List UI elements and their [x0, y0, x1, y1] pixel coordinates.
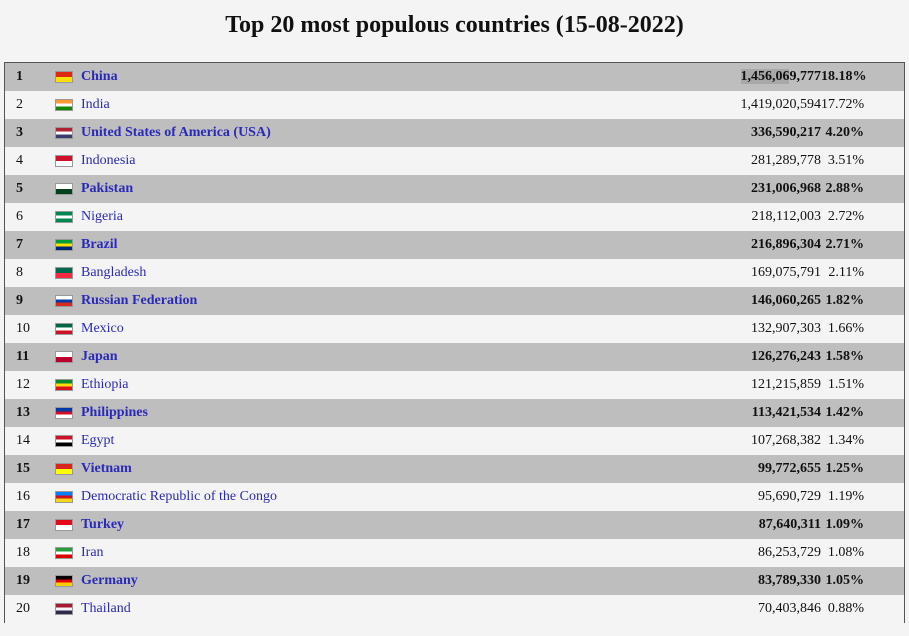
population-value: 86,253,729 [758, 545, 821, 560]
percent-cell: 18.18% [821, 69, 867, 84]
flag-cell [51, 371, 81, 399]
table-row [5, 511, 904, 539]
flag-cell [51, 231, 81, 259]
egypt-flag-icon [55, 435, 73, 447]
mexico-flag-icon [55, 323, 73, 335]
flag-cell [51, 315, 81, 343]
drc-flag-icon [55, 491, 73, 503]
country-link[interactable]: Turkey [81, 517, 125, 532]
country-link[interactable]: Indonesia [81, 153, 136, 168]
indonesia-flag-icon [55, 155, 73, 167]
population-value: 216,896,304 [751, 237, 821, 252]
country-cell [81, 511, 621, 539]
country-cell [81, 455, 621, 483]
page-title: Top 20 most populous countries (15-08-2022) [225, 12, 684, 38]
thailand-flag-icon [55, 603, 73, 615]
population-cell [621, 511, 821, 539]
flag-cell [51, 259, 81, 287]
population-cell [621, 399, 821, 427]
population-value: 1,419,020,594 [740, 97, 821, 112]
rank-cell: 20 [16, 601, 30, 616]
table-row [5, 483, 904, 511]
population-value: 99,772,655 [758, 461, 821, 476]
percent-cell: 1.82% [825, 293, 864, 308]
population-cell [621, 343, 821, 371]
flag-cell [51, 287, 81, 315]
table-row [5, 119, 904, 147]
country-link[interactable]: Iran [81, 545, 104, 560]
population-cell [621, 63, 821, 91]
country-link[interactable]: India [81, 97, 110, 112]
flag-cell [51, 147, 81, 175]
table-row [5, 91, 904, 119]
table-row [5, 203, 904, 231]
country-cell [81, 175, 621, 203]
country-link[interactable]: Philippines [81, 405, 148, 420]
country-cell [81, 371, 621, 399]
percent-cell: 1.51% [827, 377, 864, 392]
flag-cell [51, 567, 81, 595]
philippines-flag-icon [55, 407, 73, 419]
country-link[interactable]: Brazil [81, 237, 118, 252]
russia-flag-icon [55, 295, 73, 307]
rank-cell: 11 [16, 349, 30, 364]
table-row [5, 287, 904, 315]
percent-cell: 2.88% [825, 181, 864, 196]
population-cell [621, 427, 821, 455]
flag-cell [51, 63, 81, 91]
country-link[interactable]: Russian Federation [81, 293, 198, 308]
table-row [5, 539, 904, 567]
percent-cell: 1.08% [827, 545, 864, 560]
population-cell [621, 119, 821, 147]
table-row [5, 567, 904, 595]
flag-cell [51, 203, 81, 231]
percent-cell: 1.19% [827, 489, 864, 504]
population-cell [621, 287, 821, 315]
percent-cell: 0.88% [827, 601, 864, 616]
percent-cell: 17.72% [821, 97, 865, 112]
population-value: 95,690,729 [758, 489, 821, 504]
table-row [5, 399, 904, 427]
country-link[interactable]: Pakistan [81, 181, 134, 196]
rank-cell: 8 [16, 265, 23, 280]
percent-cell: 1.05% [825, 573, 864, 588]
ethiopia-flag-icon [55, 379, 73, 391]
table-row [5, 371, 904, 399]
rank-cell: 19 [16, 573, 30, 588]
rank-cell: 13 [16, 405, 30, 420]
rank-cell: 4 [16, 153, 23, 168]
table-row [5, 427, 904, 455]
country-cell [81, 91, 621, 119]
rank-cell: 17 [16, 517, 30, 532]
rank-cell: 6 [16, 209, 23, 224]
rank-cell: 9 [16, 293, 23, 308]
country-link[interactable]: Democratic Republic of the Congo [81, 489, 277, 504]
flag-cell [51, 595, 81, 623]
percent-cell: 1.25% [825, 461, 864, 476]
table-row [5, 595, 904, 623]
country-link[interactable]: United States of America (USA) [81, 125, 271, 140]
flag-cell [51, 427, 81, 455]
population-cell [621, 567, 821, 595]
percent-cell: 1.42% [825, 405, 864, 420]
population-value: 218,112,003 [751, 209, 821, 224]
table-row [5, 343, 904, 371]
percent-cell: 3.51% [827, 153, 864, 168]
nigeria-flag-icon [55, 211, 73, 223]
population-cell [621, 91, 821, 119]
table-row [5, 455, 904, 483]
population-cell [621, 259, 821, 287]
rank-cell: 18 [16, 545, 30, 560]
percent-cell: 2.72% [827, 209, 864, 224]
flag-cell [51, 119, 81, 147]
population-value: 336,590,217 [751, 125, 821, 140]
country-link[interactable]: Mexico [81, 321, 124, 336]
population-value: 132,907,303 [751, 321, 821, 336]
country-cell [81, 63, 621, 91]
germany-flag-icon [55, 575, 73, 587]
rank-cell: 15 [16, 461, 30, 476]
population-value: 70,403,846 [758, 601, 821, 616]
country-cell [81, 315, 621, 343]
rank-cell: 5 [16, 181, 23, 196]
population-value: 113,421,534 [751, 405, 821, 420]
population-table [4, 62, 905, 623]
population-cell [621, 371, 821, 399]
population-cell [621, 147, 821, 175]
rank-cell: 10 [16, 321, 30, 336]
china-flag-icon [55, 71, 73, 83]
country-cell [81, 203, 621, 231]
country-cell [81, 231, 621, 259]
percent-cell: 1.09% [825, 517, 864, 532]
usa-flag-icon [55, 127, 73, 139]
japan-flag-icon [55, 351, 73, 363]
country-cell [81, 539, 621, 567]
country-link[interactable]: Thailand [81, 601, 131, 616]
population-value: 126,276,243 [751, 349, 821, 364]
country-cell [81, 595, 621, 623]
bangladesh-flag-icon [55, 267, 73, 279]
country-cell [81, 287, 621, 315]
india-flag-icon [55, 99, 73, 111]
population-value: 121,215,859 [751, 377, 821, 392]
country-cell [81, 343, 621, 371]
rank-cell: 16 [16, 489, 30, 504]
percent-cell: 2.71% [825, 237, 864, 252]
population-cell [621, 175, 821, 203]
flag-cell [51, 455, 81, 483]
percent-cell: 1.66% [827, 321, 864, 336]
population-value: 281,289,778 [751, 153, 821, 168]
country-link[interactable]: Japan [81, 349, 118, 364]
population-cell [621, 203, 821, 231]
percent-cell: 2.11% [828, 265, 864, 280]
country-link[interactable]: Germany [81, 573, 138, 588]
flag-cell [51, 399, 81, 427]
population-cell [621, 483, 821, 511]
rank-cell: 3 [16, 125, 23, 140]
table-body [5, 63, 904, 623]
rank-cell: 7 [16, 237, 23, 252]
country-cell [81, 483, 621, 511]
iran-flag-icon [55, 547, 73, 559]
country-cell [81, 147, 621, 175]
country-cell [81, 427, 621, 455]
percent-cell: 1.34% [827, 433, 864, 448]
flag-cell [51, 483, 81, 511]
population-cell [621, 455, 821, 483]
country-cell [81, 119, 621, 147]
table-row [5, 315, 904, 343]
percent-cell: 4.20% [825, 125, 864, 140]
flag-cell [51, 511, 81, 539]
population-value: 231,006,968 [751, 181, 821, 196]
country-link[interactable]: Nigeria [81, 209, 123, 224]
population-value: 83,789,330 [758, 573, 821, 588]
population-value: 1,456,069,777 [740, 69, 821, 84]
rank-cell: 2 [16, 97, 23, 112]
table-row [5, 175, 904, 203]
population-cell [621, 231, 821, 259]
table-row [5, 231, 904, 259]
rank-cell: 1 [16, 69, 23, 84]
country-cell [81, 567, 621, 595]
country-link[interactable]: China [81, 69, 118, 84]
flag-cell [51, 175, 81, 203]
flag-cell [51, 343, 81, 371]
population-value: 169,075,791 [751, 265, 821, 280]
brazil-flag-icon [55, 239, 73, 251]
country-link[interactable]: Egypt [81, 433, 115, 448]
table-row [5, 259, 904, 287]
population-cell [621, 539, 821, 567]
country-link[interactable]: Ethiopia [81, 377, 129, 392]
country-link[interactable]: Vietnam [81, 461, 132, 476]
population-value: 107,268,382 [751, 433, 821, 448]
flag-cell [51, 539, 81, 567]
vietnam-flag-icon [55, 463, 73, 475]
pakistan-flag-icon [55, 183, 73, 195]
rank-cell: 14 [16, 433, 30, 448]
country-link[interactable]: Bangladesh [81, 265, 147, 280]
table-row [5, 147, 904, 175]
country-cell [81, 259, 621, 287]
population-cell [621, 315, 821, 343]
percent-cell: 1.58% [825, 349, 864, 364]
country-cell [81, 399, 621, 427]
population-cell [621, 595, 821, 623]
population-value: 87,640,311 [758, 517, 821, 532]
flag-cell [51, 91, 81, 119]
turkey-flag-icon [55, 519, 73, 531]
population-value: 146,060,265 [751, 293, 821, 308]
rank-cell: 12 [16, 377, 30, 392]
table-row [5, 63, 904, 91]
